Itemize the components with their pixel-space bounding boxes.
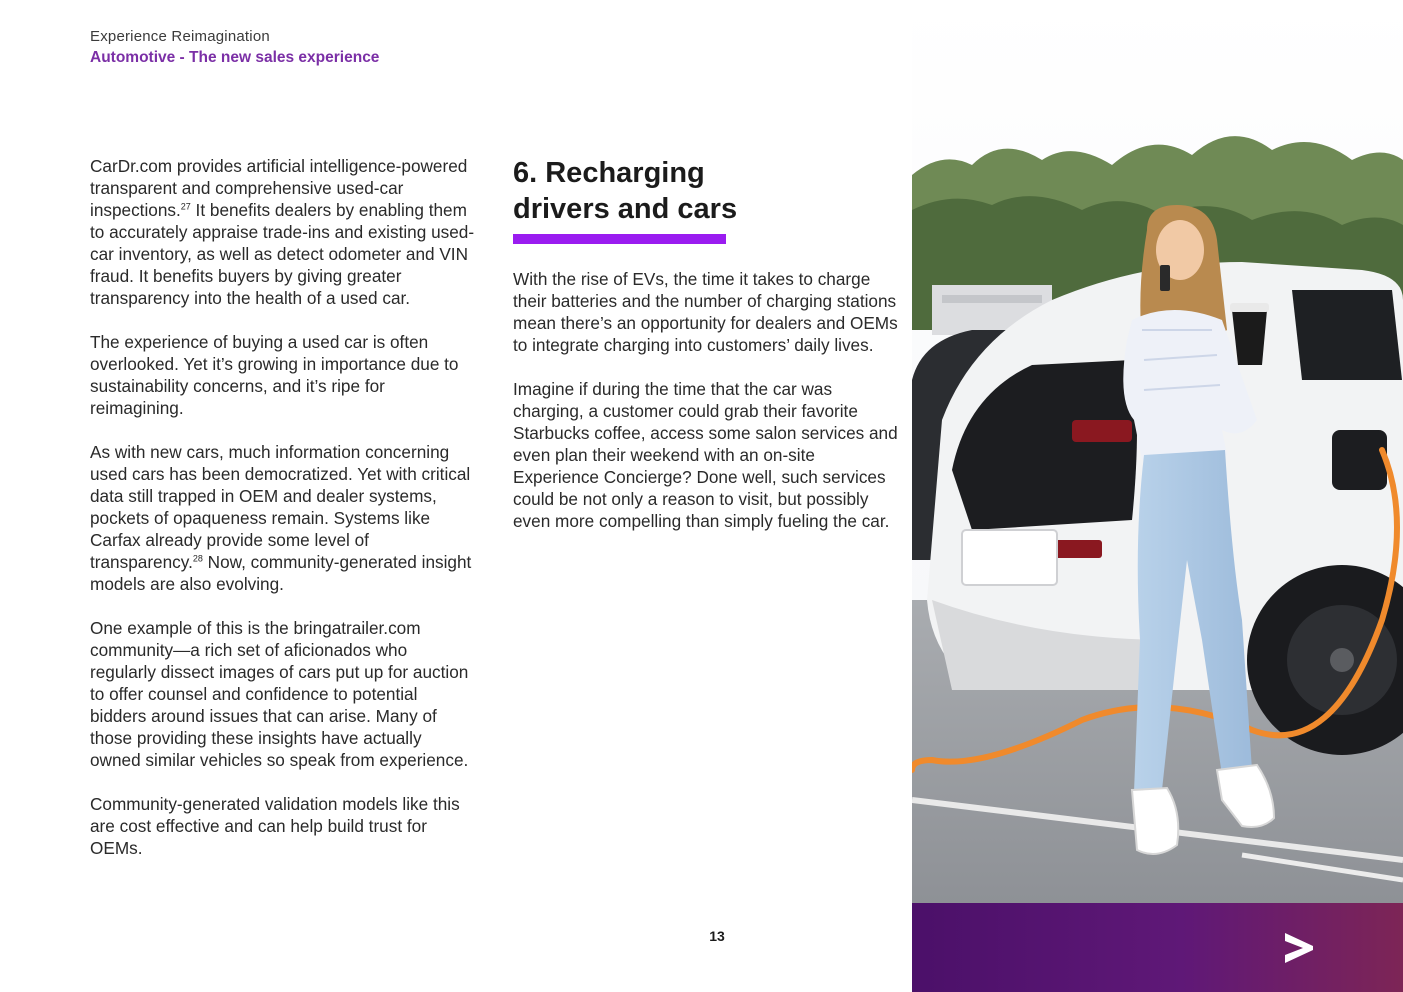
paragraph-text: It benefits dealers by enabling them to accurately appraise trade-ins and existing used-car inventory, as well as detect odometer and VIN fraud. It benefits buyers by giving greater transparency into the health of a used car.: [90, 200, 475, 308]
paragraph: One example of this is the bringatrailer.com community—a rich set of aficionados who regularly dissect images of cars put up for auction to offer counsel and confidence to potential bidders around issues that can arise. Many of those providing these insights have actually owned similar vehicles so speak from experience.: [90, 618, 469, 770]
paragraph: With the rise of EVs, the time it takes to charge their batteries and the number of charging stations mean there’s an opportunity for dealers and OEMs to integrate charging into customers’ daily lives.: [513, 269, 898, 355]
section-title: 6. Recharging drivers and cars: [513, 157, 738, 225]
paragraph: [90, 441, 475, 595]
left-column: [90, 155, 475, 881]
paragraph-text: As with new cars, much information concerning used cars has been democratized. Yet with critical data still trapped in OEM and dealer systems, pockets of opaqueness remain. Systems like Carfax already provide some level of transparency.: [90, 442, 471, 572]
paragraph-text: CarDr.com provides artificial intelligence-powered transparent and comprehensive used-car inspections.: [90, 156, 468, 220]
paragraph: Imagine if during the time that the car was charging, a customer could grab their favorite Starbucks coffee, access some salon services and even plan their weekend with an on-site Experience Concierge? Done well, such services could be not only a reason to visit, but possibly even more compelling than simply fueling the car.: [513, 379, 898, 531]
paragraph: Community-generated validation models like this are cost effective and can help build trust for OEMs.: [90, 794, 460, 858]
document-header: [90, 27, 379, 69]
page-number: 13: [709, 928, 725, 944]
title-underline-bar: [513, 234, 726, 244]
header-subtitle: Automotive - The new sales experience: [90, 49, 380, 66]
footnote-ref: 27: [180, 201, 191, 212]
footnote-ref: 28: [192, 553, 203, 564]
paragraph: The experience of buying a used car is often overlooked. Yet it’s growing in importance due to sustainability concerns, and it’s ripe for reimagining.: [90, 332, 459, 418]
paragraph-text: Now, community-generated insight models are also evolving.: [90, 552, 472, 594]
footer-band: [912, 903, 1403, 992]
chevron-right-brand-icon: [1283, 931, 1315, 965]
paragraph: [90, 155, 475, 309]
middle-column: [513, 155, 898, 554]
ev-charging-photo: [912, 0, 1403, 903]
header-eyebrow: Experience Reimagination: [90, 28, 270, 45]
